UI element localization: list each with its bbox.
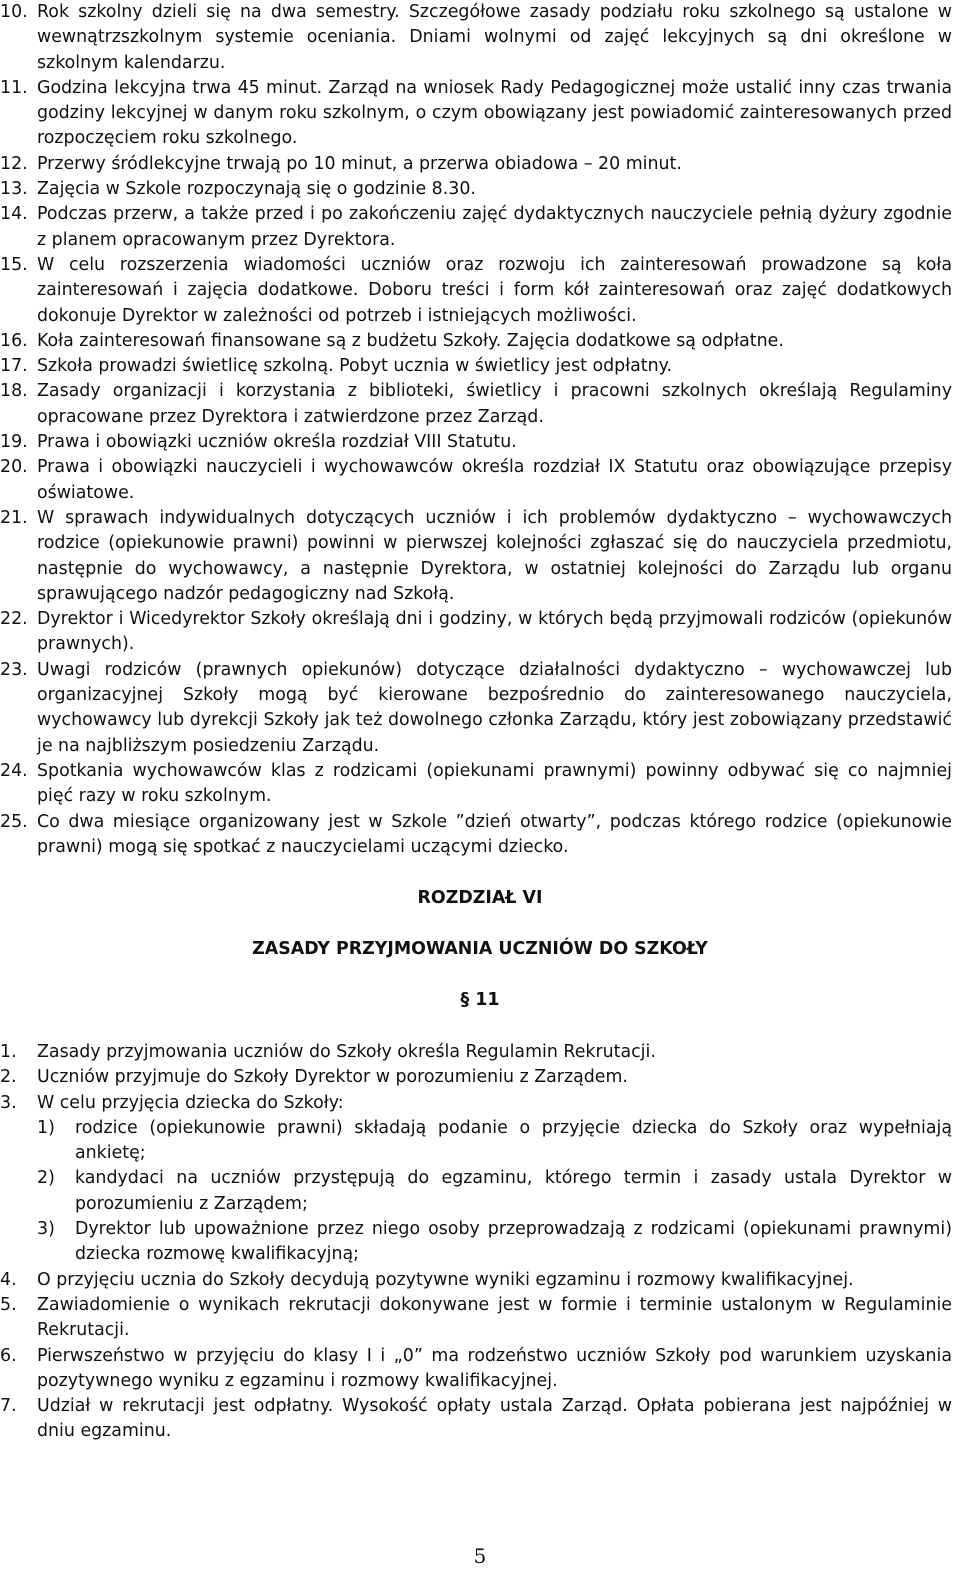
list-item — [0, 177, 960, 202]
item-number: 11. — [0, 77, 28, 98]
item-text: Zasady przyjmowania uczniów do Szkoły określa Regulamin Rekrutacji. — [37, 1042, 656, 1062]
subitem-number: 3) — [37, 1219, 55, 1240]
list-item — [0, 1344, 960, 1395]
paragraph-sign: § 11 — [460, 990, 500, 1010]
item-number: 6. — [0, 1345, 17, 1366]
list-item — [0, 76, 960, 152]
item-text: Koła zainteresowań finansowane są z budżetu Szkoły. Zajęcia dodatkowe są odpłatne. — [37, 330, 784, 351]
list-item — [0, 430, 960, 455]
item-text: Podczas przerw, a także przed i po zakończeniu zajęć dydaktycznych nauczyciele pełnią dyżury zgodnie z planem opracowanym przez Dyrektora. — [37, 204, 952, 250]
item-text: Rok szkolny dzieli się na dwa semestry. Szczegółowe zasady podziału roku szkolnego są ustalone w wewnątrzszkolnym systemie oceniania. Dniami wolnymi od zajęć lekcyjnych są dni określone w szkolnym kalendarzu. — [37, 2, 952, 73]
sublist-item — [37, 1166, 960, 1217]
list-item — [0, 455, 960, 506]
item-text: Dyrektor i Wicedyrektor Szkoły określają dni i godziny, w których będą przyjmowali rodziców (opiekunów prawnych). — [37, 609, 952, 655]
list-item — [0, 759, 960, 810]
item-number: 17. — [0, 356, 28, 377]
list-item — [0, 1268, 960, 1293]
item-text: Prawa i obowiązki uczniów określa rozdział VIII Statutu. — [37, 432, 517, 453]
item-number: 12. — [0, 153, 28, 174]
item-text: W celu przyjęcia dziecka do Szkoły: — [37, 1092, 344, 1113]
list-item — [0, 658, 960, 759]
subitem-text: kandydaci na uczniów przystępują do egzaminu, którego termin i zasady ustala Dyrektor w porozumieniu z Zarządem; — [75, 1168, 952, 1214]
list-item — [0, 1091, 960, 1116]
list-item — [0, 810, 960, 861]
chapter-heading: ROZDZIAŁ VI — [417, 888, 543, 908]
item-text: Uwagi rodziców (prawnych opiekunów) dotyczące działalności dydaktyczno – wychowawczej lub organizacyjnej Szkoły mogą być kierowane bezpośrednio do zainteresowanego nauczyciela, wychowawcy lub dyrekcji Szkoły jak też dowolnego członka Zarządu, który jest zobowiązany przedstawić je na najbliższym posiedzeniu Zarządu. — [37, 659, 952, 756]
list-item — [0, 0, 960, 76]
item-number: 20. — [0, 457, 28, 478]
item-number: 13. — [0, 179, 28, 200]
item-number: 23. — [0, 659, 28, 680]
item-text: Zawiadomienie o wynikach rekrutacji dokonywane jest w formie i terminie ustalonym w Regulaminie Rekrutacji. — [37, 1294, 952, 1341]
chapter-title: ZASADY PRZYJMOWANIA UCZNIÓW DO SZKOŁY — [252, 939, 708, 959]
list-item — [0, 506, 960, 607]
item-number: 10. — [0, 2, 28, 22]
list-item — [0, 379, 960, 430]
item-text: Przerwy śródlekcyjne trwają po 10 minut, a przerwa obiadowa – 20 minut. — [37, 153, 682, 174]
item-text: O przyjęciu ucznia do Szkoły decydują pozytywne wyniki egzaminu i rozmowy kwalifikacyjnej. — [37, 1269, 854, 1290]
item-number: 19. — [0, 432, 28, 453]
item-number: 15. — [0, 254, 28, 275]
item-text: Godzina lekcyjna trwa 45 minut. Zarząd na wniosek Rady Pedagogicznej może ustalić inny czas trwania godziny lekcyjnej w danym roku szkolnym, o czym obowiązany jest powiadomić zainteresowanych przed rozpoczęciem roku szkolnego. — [37, 77, 952, 149]
list-item — [0, 1040, 960, 1065]
list-item — [0, 1065, 960, 1090]
item-number: 2. — [0, 1067, 17, 1088]
list-item — [0, 152, 960, 177]
subitem-text: Dyrektor lub upoważnione przez niego osoby przeprowadzają z rodzicami (opiekunami prawnymi) dziecka rozmowę kwalifikacyjną; — [75, 1219, 952, 1265]
item-text: Spotkania wychowawców klas z rodzicami (opiekunami prawnymi) powinny odbywać się co najmniej pięć razy w roku szkolnym. — [37, 760, 952, 807]
item-text: Co dwa miesiące organizowany jest w Szkole ”dzień otwarty”, podczas którego rodzice (opiekunowie prawni) mogą się spotkać z nauczycielami uczącymi dziecko. — [37, 811, 952, 857]
sublist-item — [37, 1217, 960, 1268]
list-item — [0, 354, 960, 379]
item-text: Uczniów przyjmuje do Szkoły Dyrektor w porozumieniu z Zarządem. — [37, 1067, 628, 1088]
item-text: Zasady organizacji i korzystania z biblioteki, świetlicy i pracowni szkolnych określają Regulaminy opracowane przez Dyrektora i zatwierdzone przez Zarząd. — [37, 381, 952, 427]
list-item — [0, 1293, 960, 1344]
item-number: 14. — [0, 204, 28, 225]
item-number: 16. — [0, 330, 28, 351]
item-number: 4. — [0, 1269, 17, 1290]
item-number: 22. — [0, 609, 28, 630]
item-number: 18. — [0, 381, 28, 402]
item-number: 25. — [0, 811, 28, 832]
item-text: Udział w rekrutacji jest odpłatny. Wysokość opłaty ustala Zarząd. Opłata pobierana jest najpóźniej w dniu egzaminu. — [37, 1396, 952, 1442]
item-number: 5. — [0, 1294, 17, 1315]
page-number: 5 — [473, 1544, 487, 1568]
list-item — [0, 253, 960, 329]
item-number: 24. — [0, 760, 28, 781]
item-text: Zajęcia w Szkole rozpoczynają się o godzinie 8.30. — [37, 179, 476, 200]
item-text: Szkoła prowadzi świetlicę szkolną. Pobyt ucznia w świetlicy jest odpłatny. — [37, 356, 672, 377]
item-number: 1. — [0, 1042, 17, 1062]
item-number: 7. — [0, 1396, 17, 1417]
list-item — [0, 1394, 960, 1445]
item-number: 21. — [0, 507, 28, 528]
section-list-bottom — [0, 1040, 960, 1445]
list-item — [0, 329, 960, 354]
list-item — [0, 607, 960, 658]
item-text: Pierwszeństwo w przyjęciu do klasy I i „0” ma rodzeństwo uczniów Szkoły pod warunkiem uzyskania pozytywnego wyniku z egzaminu i rozmowy kwalifikacyjnej. — [37, 1345, 952, 1391]
item-text: W celu rozszerzenia wiadomości uczniów oraz rozwoju ich zainteresowań prowadzone są koła zainteresowań i zajęcia dodatkowe. Doboru treści i form kół zainteresowań oraz zajęć dodatkowych dokonuje Dyrektor w zależności od potrzeb i istniejących możliwości. — [37, 254, 952, 326]
subitem-number: 1) — [37, 1117, 55, 1138]
subitem-number: 2) — [37, 1168, 55, 1189]
item-number: 3. — [0, 1092, 17, 1113]
sublist-item — [37, 1116, 960, 1167]
item-text: W sprawach indywidualnych dotyczących uczniów i ich problemów dydaktyczno – wychowawczych rodzice (opiekunowie prawni) powinni w pierwszej kolejności zgłaszać się do nauczyciela przedmiotu, następnie do wychowawcy, a następnie Dyrektora, w ostatniej kolejności do Zarządu lub organu sprawującego nadzór pedagogiczny nad Szkołą. — [37, 507, 952, 604]
item-text: Prawa i obowiązki nauczycieli i wychowawców określa rozdział IX Statutu oraz obowiązujące przepisy oświatowe. — [37, 457, 952, 503]
subitem-text: rodzice (opiekunowie prawni) składają podanie o przyjęcie dziecka do Szkoły oraz wypełniają ankietę; — [75, 1117, 952, 1164]
list-item — [0, 202, 960, 253]
